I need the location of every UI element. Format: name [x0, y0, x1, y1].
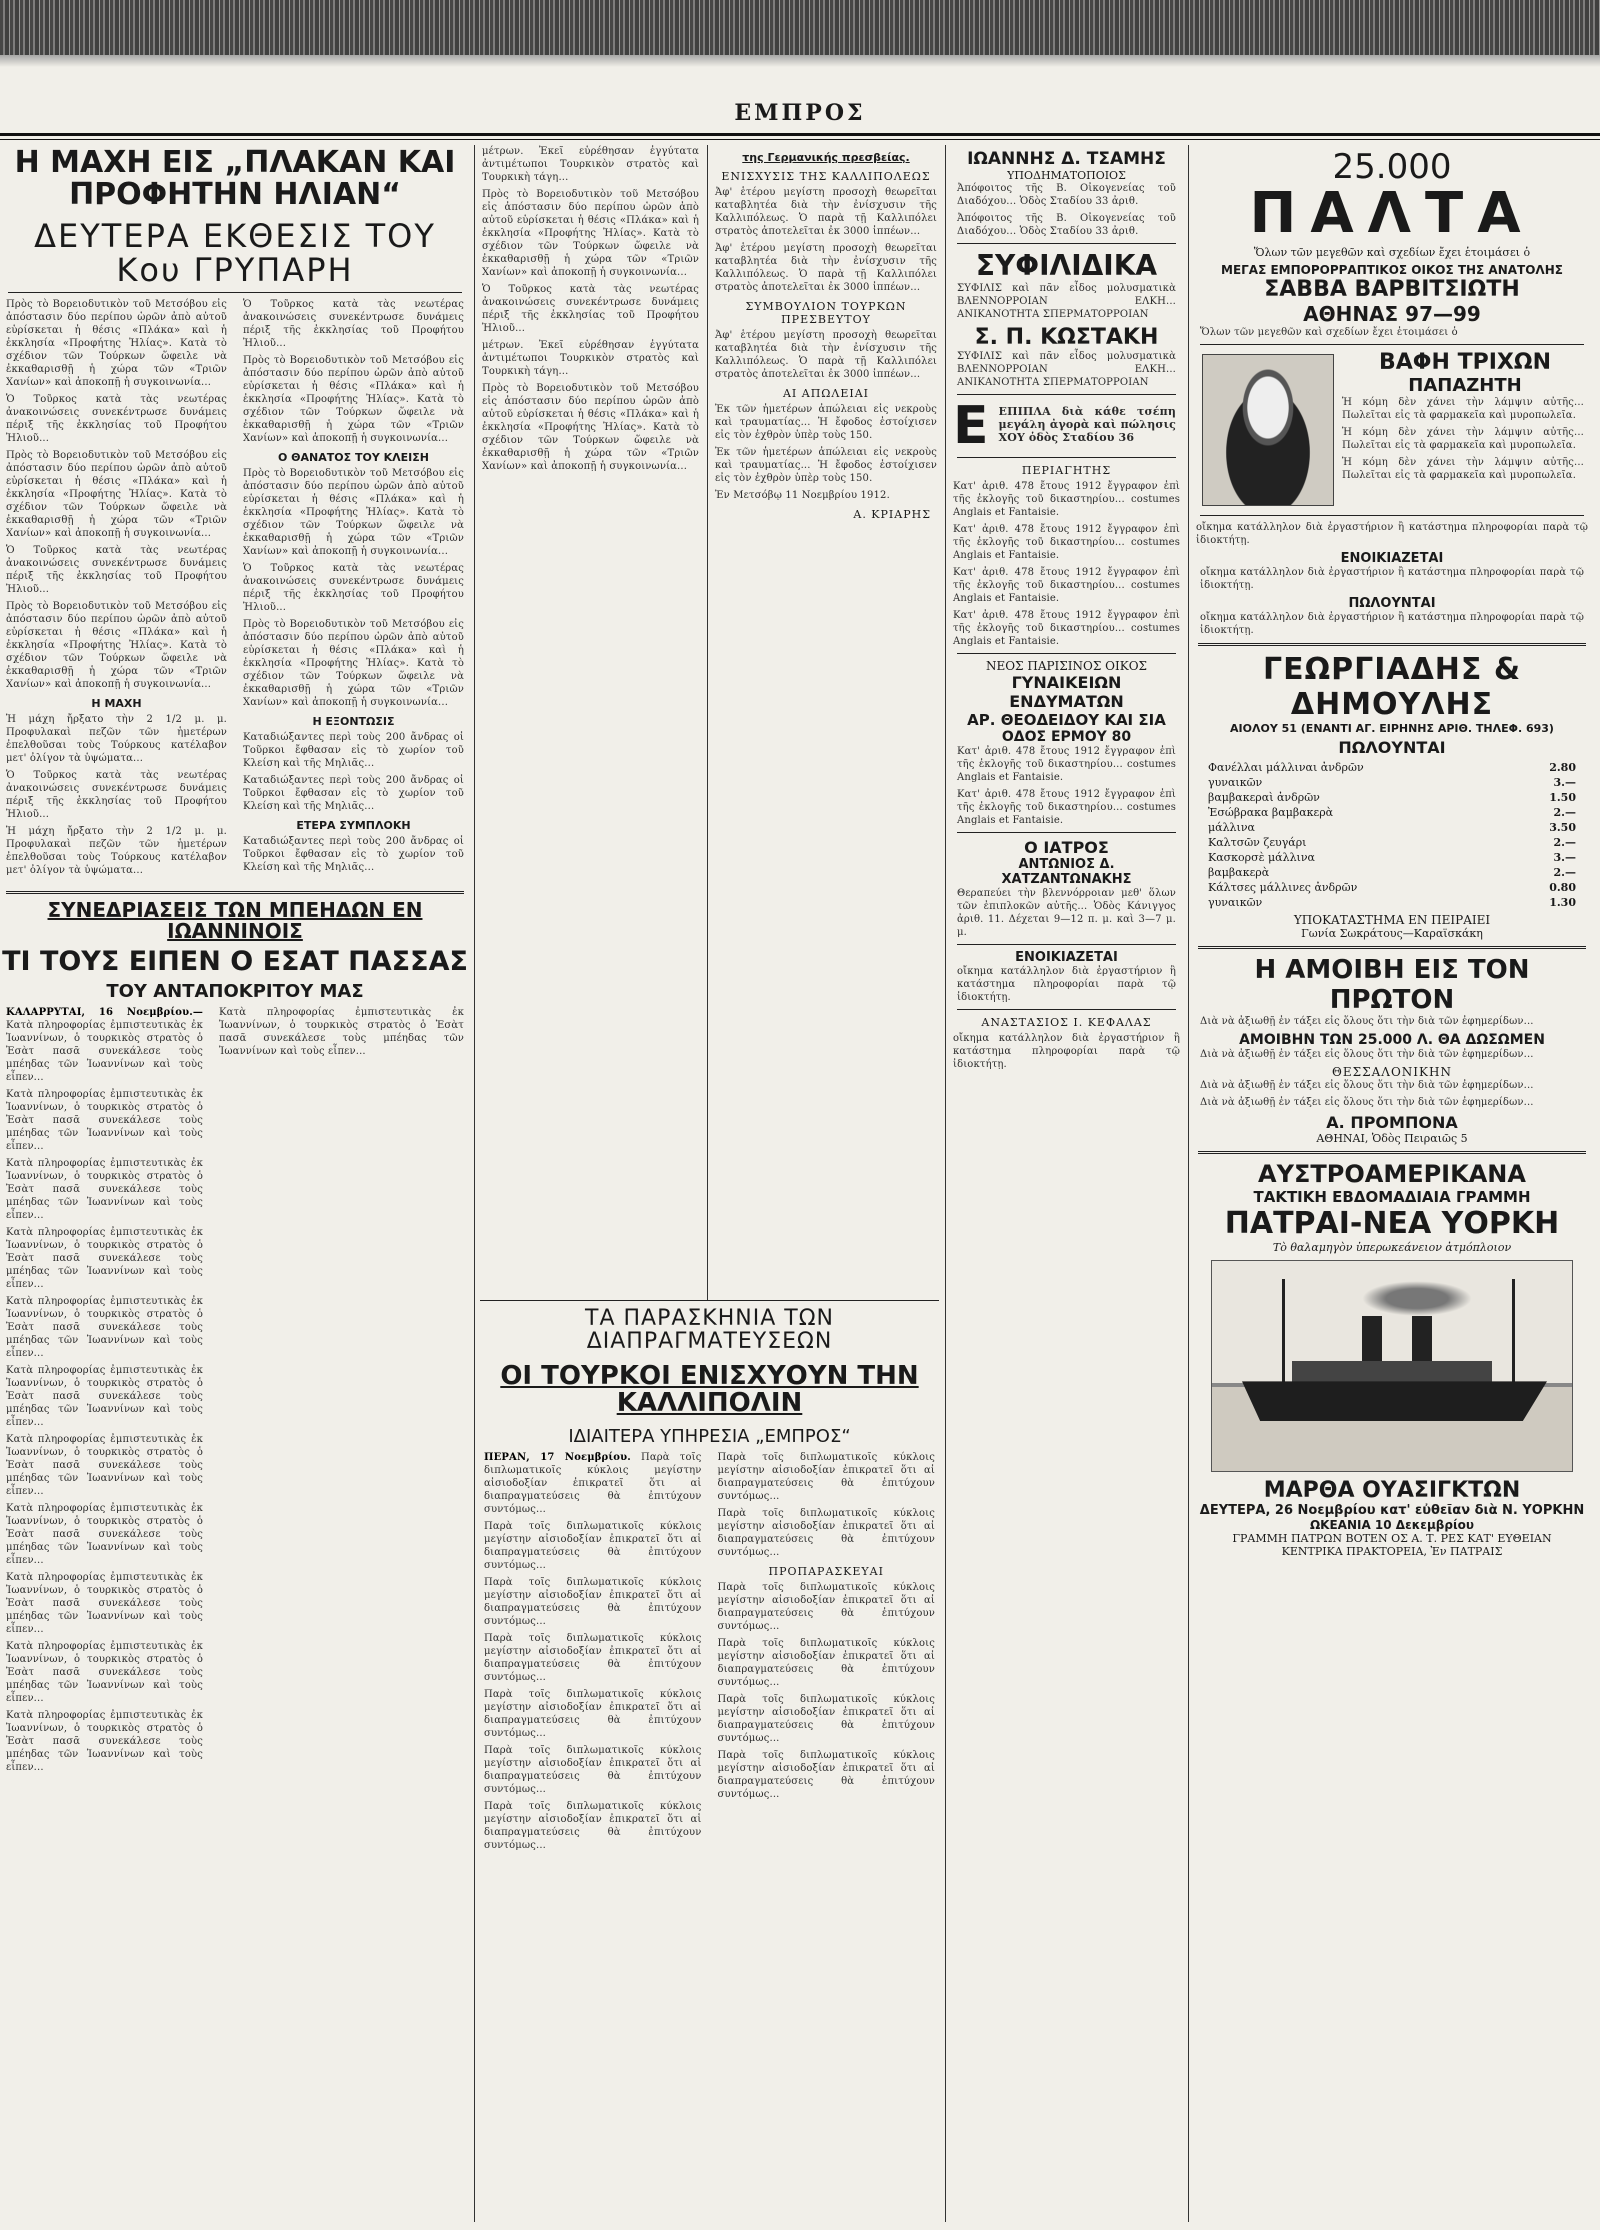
article-text: Ἡ μάχη ἤρξατο τὴν 2 1/2 μ. μ. Προφυλακαὶ πεζῶν τῶν ἡμετέρων ἐπελθοῦσαι τοὺς Τούρκους κατέλαβον μετ' ὀλίγον τὰ ὑψώματα... [6, 826, 227, 877]
lower-headline: ΣΥΝΕΔΡΙΑΣΕΙΣ ΤΩΝ ΜΠΕΗΔΩΝ ΕΝ ΙΩΑΝΝΙΝΟΙΣ [47, 898, 423, 944]
drop-cap: Ε [953, 396, 989, 456]
ad-perigitis-text: Κατ' ἀριθ. 478 ἔτους 1912 ἔγγραφον ἐπὶ τῆς ἐκλογῆς τοῦ δικαστηρίου... costumes Anglais et Fantaisie. [953, 567, 1180, 604]
price-item-name: βαμβακερὰ [1208, 866, 1270, 880]
ad-reward-text: Διὰ νὰ ἀξιωθῇ ἐν τάξει εἰς ὅλους ὅτι τὴν διὰ τῶν ἐφημερίδων... [1200, 1049, 1534, 1061]
price-item-name: βαμβακεραὶ ἀνδρῶν [1208, 791, 1320, 805]
article-text: Κατὰ πληροφορίας ἐμπιστευτικὰς ἐκ Ἰωαννίνων, ὁ τουρκικὸς στρατὸς ὁ Ἐσὰτ πασᾶ συνεκάλεσε τοὺς μπέηδας τῶν Ἰωαννίνων καὶ τοὺς εἶπεν... [6, 1226, 203, 1290]
ad-sold [1196, 596, 1588, 637]
ad-rent-text: οἴκημα κατάλληλον διὰ ἐργαστήριον ἢ κατάστημα πληροφορίαι παρὰ τῷ ἰδιοκτήτῃ. [1200, 567, 1584, 592]
price-row [1196, 835, 1588, 850]
article-text: Ὁ Τοῦρκος κατὰ τὰς νεωτέρας ἀνακοινώσεις συνεκέντρωσε δυνάμεις πέριξ τῆς ἐκκλησίας τοῦ Προφήτου Ἠλιοῦ... [6, 394, 227, 445]
ad-syfilidika-doctor: Σ. Π. ΚΩΣΤΑΚΗ [974, 325, 1159, 350]
article-text: Καταδιώξαντες περὶ τοὺς 200 ἄνδρας οἱ Τοῦρκοι ἔφθασαν εἰς τὸ χωρίον τοῦ Κλείση καὶ τῆς Μηλιᾶς... [243, 732, 464, 770]
price-item-price: 2.80 [1549, 761, 1576, 775]
ad-dye-text: Ἡ κόμη δὲν χάνει τὴν λάμψιν αὐτῆς... Πωλεῖται εἰς τὰ φαρμακεῖα καὶ μυροπωλεῖα. [1342, 397, 1584, 422]
ad-geo-sub: ΠΩΛΟΥΝΤΑΙ [1338, 738, 1446, 758]
ad-perigitis-text: Κατ' ἀριθ. 478 ἔτους 1912 ἔγγραφον ἐπὶ τῆς ἐκλογῆς τοῦ δικαστηρίου... costumes Anglais et Fantaisie. [953, 610, 1180, 647]
center-headline-2: ΟΙ ΤΟΥΡΚΟΙ ΕΝΙΣΧΥΟΥΝ ΤΗΝ ΚΑΛΛΙΠΟΛΙΝ [500, 1361, 919, 1419]
ad-reward [1196, 955, 1588, 1145]
deck [1292, 1361, 1492, 1383]
ad-perigitis-text: Κατ' ἀριθ. 478 ἔτους 1912 ἔγγραφον ἐπὶ τῆς ἐκλογῆς τοῦ δικαστηρίου... costumes Anglais et Fantaisie. [953, 524, 1180, 561]
dateline: ΚΑΛΑΡΡΥΤΑΙ, 16 Νοεμβρίου.— [6, 1006, 203, 1018]
ad-palta-text: Ὅλων τῶν μεγεθῶν καὶ σχεδίων ἔχει ἑτοιμάσει ὁ [1253, 246, 1531, 260]
ad-rent-title: ΕΝΟΙΚΙΑΖΕΤΑΙ [1340, 551, 1444, 567]
article-text: Ἀφ' ἑτέρου μεγίστη προσοχὴ θεωρεῖται καταβλητέα διὰ τὴν ἐνίσχυσιν τῆς Καλλιπόλεως. Ὁ παρὰ τῇ Καλλιπόλει στρατὸς ἀποτελεῖται ἐκ 3000 ἱππέων... [715, 330, 937, 380]
article-text: Πρὸς τὸ Βορειοδυτικὸν τοῦ Μετσόβου εἰς ἀπόστασιν δύο περίπου ὡρῶν ἀπὸ αὐτοῦ εὑρίσκεται ἡ θέσις «Πλάκα» καὶ ἡ ἐκκλησία «Προφήτης Ἠλίας». Κατὰ τὸ σχέδιον τῶν Τούρκων ὥφειλε νὰ ἐκκαθαρισθῇ ἡ χώρα τῶν «Τριῶν Χανίων» καὶ ἀποκοπῇ ἡ συγκοινωνία... [6, 450, 227, 540]
signature: Α. ΚΡΙΑΡΗΣ [853, 508, 931, 521]
article-text: Κατὰ πληροφορίας ἐμπιστευτικὰς ἐκ Ἰωαννίνων, ὁ τουρκικὸς στρατὸς ὁ Ἐσὰτ πασᾶ συνεκάλεσε τοὺς μπέηδας τῶν Ἰωαννίνων καὶ τοὺς εἶπεν... [219, 1006, 464, 1057]
article-text: Κατὰ πληροφορίας ἐμπιστευτικὰς ἐκ Ἰωαννίνων, ὁ τουρκικὸς στρατὸς ὁ Ἐσὰτ πασᾶ συνεκάλεσε τοὺς μπέηδας τῶν Ἰωαννίνων καὶ τοὺς εἶπεν... [6, 1157, 203, 1221]
article-text: Παρὰ τοῖς διπλωματικοῖς κύκλοις μεγίστην αἰσιοδοξίαν ἐπικρατεῖ ὅτι αἱ διαπραγματεύσεις θὰ ἐπιτύχουν συντόμως... [484, 1800, 702, 1851]
funnel [1362, 1316, 1382, 1364]
section-head-battle: Η ΜΑΧΗ [91, 697, 142, 711]
ad-sold-title: ΠΩΛΟΥΝΤΑΙ [1348, 596, 1436, 612]
article-text: Ὁ Τοῦρκος κατὰ τὰς νεωτέρας ἀνακοινώσεις συνεκέντρωσε δυνάμεις πέριξ τῆς ἐκκλησίας τοῦ Προφήτου Ἠλιοῦ... [243, 563, 464, 614]
article-text: Παρὰ τοῖς διπλωματικοῖς κύκλοις μεγίστην αἰσιοδοξίαν ἐπικρατεῖ ὅτι αἱ διαπραγματεύσεις θὰ ἐπιτύχουν συντόμως... [717, 1507, 935, 1558]
article-text: Ἀφ' ἑτέρου μεγίστη προσοχὴ θεωρεῖται καταβλητέα διὰ τὴν ἐνίσχυσιν τῆς Καλλιπόλεως. Ὁ παρὰ τῇ Καλλιπόλει στρατὸς ἀποτελεῖται ἐκ 3000 ἱππέων... [715, 187, 937, 237]
ad-perigitis-head: ΠΕΡΙΑΓΗΤΗΣ [1021, 464, 1112, 477]
price-item-name: μάλλινα [1208, 821, 1255, 835]
article-text: Κατὰ πληροφορίας ἐμπιστευτικὰς ἐκ Ἰωαννίνων, ὁ τουρκικὸς στρατὸς ὁ Ἐσὰτ πασᾶ συνεκάλεσε τοὺς μπέηδας τῶν Ἰωαννίνων καὶ τοὺς εἶπεν... [6, 1640, 203, 1704]
ad-reward-firm: Α. ΠΡΟΜΠΟΝΑ [1326, 1113, 1458, 1133]
ad-reward-text: Διὰ νὰ ἀξιωθῇ ἐν τάξει εἰς ὅλους ὅτι τὴν διὰ τῶν ἐφημερίδων... [1200, 1016, 1534, 1028]
ad-gyn-name: ΑΡ. ΘΕΟΔΕΙΔΟΥ ΚΑΙ ΣΙΑ [967, 711, 1166, 729]
ad-reward-city: ΘΕΣΣΑΛΟΝΙΚΗΝ [1332, 1065, 1452, 1080]
mast [1282, 1279, 1285, 1383]
ad-ship-name: ΜΑΡΘΑ ΟΥΑΣΙΓΚΤΩΝ [1263, 1478, 1521, 1504]
ad-austro-sub: ΤΑΚΤΙΚΗ ΕΒΔΟΜΑΔΙΑΙΑ ΓΡΑΜΜΗ [1253, 1188, 1531, 1207]
article-text: Κατὰ πληροφορίας ἐμπιστευτικὰς ἐκ Ἰωαννίνων, ὁ τουρκικὸς στρατὸς ὁ Ἐσὰτ πασᾶ συνεκάλεσε τοὺς μπέηδας τῶν Ἰωαννίνων καὶ τοὺς εἶπεν... [6, 1571, 203, 1635]
ad-geo-addr: ΑΙΟΛΟΥ 51 (ΕΝΑΝΤΙ ΑΓ. ΕΙΡΗΝΗΣ ΑΡΙΘ. ΤΗΛΕΦ. 693) [1230, 722, 1554, 736]
price-row [1196, 865, 1588, 880]
ad-ship-dep: ΔΕΥΤΕΡΑ, 26 Νοεμβρίου κατ' εὐθεῖαν διὰ Ν. ΥΟΡΚΗΝ [1199, 1503, 1585, 1519]
article-text: μέτρων. Ἐκεῖ εὑρέθησαν ἐγγύτατα ἀντιμέτωποι Τουρκικὸν στρατὸς καὶ Τουρκικὴ τάγη... [482, 146, 699, 183]
article-text: Ὁ Τοῦρκος κατὰ τὰς νεωτέρας ἀνακοινώσεις συνεκέντρωσε δυνάμεις πέριξ τῆς ἐκκλησίας τοῦ Προφήτου Ἠλιοῦ... [243, 299, 464, 350]
article-text: Παρὰ τοῖς διπλωματικοῖς κύκλοις μεγίστην αἰσιοδοξίαν ἐπικρατεῖ ὅτι αἱ διαπραγματεύσεις θὰ ἐπιτύχουν συντόμως... [717, 1693, 935, 1744]
ad-palta-word: ΠΑΛΤΑ [1249, 181, 1535, 247]
price-item-name: Καλτσῶν ζευγάρι [1208, 836, 1307, 850]
ad-austro-title: ΑΥΣΤΡΟΑΜΕΡΙΚΑΝΑ [1258, 1160, 1526, 1189]
ad-reward-text: Διὰ νὰ ἀξιωθῇ ἐν τάξει εἰς ὅλους ὅτι τὴν διὰ τῶν ἐφημερίδων... [1200, 1097, 1534, 1109]
article-text: Ὁ Τοῦρκος κατὰ τὰς νεωτέρας ἀνακοινώσεις συνεκέντρωσε δυνάμεις πέριξ τῆς ἐκκλησίας τοῦ Προφήτου Ἠλιοῦ... [6, 545, 227, 596]
ad-ship-next: ΩΚΕΑΝΙΑ 10 Δεκεμβρίου [1309, 1518, 1475, 1533]
ad-tsamis-text: Ἀπόφοιτος τῆς Β. Οἰκογενείας τοῦ Διαδόχου... Ὁδὸς Σταδίου 33 ἀριθ. [957, 213, 1176, 237]
ad-gyn-title: ΓΥΝΑΙΚΕΙΩΝ ΕΝΔΥΜΑΤΩΝ [1009, 673, 1124, 711]
ad-iatros-text: Θεραπεύει τὴν βλεννόρροιαν μεθ' ὅλων τῶν ἐπιπλοκῶν αὐτῆς... Ὁδὸς Κάνιγγος ἀριθ. 11. Δέχεται 9—12 π. μ. καὶ 3—7 μ. μ. [957, 888, 1176, 938]
center-byline: ΙΔΙΑΙΤΕΡΑ ΥΠΗΡΕΣΙΑ „ΕΜΠΡΟΣ“ [568, 1425, 851, 1447]
article-text: Παρὰ τοῖς διπλωματικοῖς κύκλοις μεγίστην αἰσιοδοξίαν ἐπικρατεῖ ὅτι αἱ διαπραγματεύσεις θὰ ἐπιτύχουν συντόμως... [717, 1581, 935, 1632]
ad-palta [1196, 149, 1588, 339]
ad-dye-brand: ΠΑΠΑΖΗΤΗ [1408, 375, 1522, 397]
article-text: Καταδιώξαντες περὶ τοὺς 200 ἄνδρας οἱ Τοῦρκοι ἔφθασαν εἰς τὸ χωρίον τοῦ Κλείση καὶ τῆς Μηλιᾶς... [243, 775, 464, 813]
ad-perigitis-text: Κατ' ἀριθ. 478 ἔτους 1912 ἔγγραφον ἐπὶ τῆς ἐκλογῆς τοῦ δικαστηρίου... costumes Anglais et Fantaisie. [953, 481, 1180, 518]
article-text: Παρὰ τοῖς διπλωματικοῖς κύκλοις μεγίστην αἰσιοδοξίαν ἐπικρατεῖ ὅτι αἱ διαπραγματεύσεις θὰ ἐπιτύχουν συντόμως... [484, 1520, 702, 1571]
ad-ship-agent: ΚΕΝΤΡΙΚΑ ΠΡΑΚΤΟΡΕΙΑ, Ἐν ΠΑΤΡΑΙΣ [1281, 1545, 1503, 1559]
ad-reward-addr: ΑΘΗΝΑΙ, Ὁδὸς Πειραιῶς 5 [1316, 1132, 1468, 1146]
column-rule [474, 145, 475, 2222]
hull [1242, 1381, 1547, 1421]
article-text: Παρὰ τοῖς διπλωματικοῖς κύκλοις μεγίστην αἰσιοδοξίαν ἐπικρατεῖ ὅτι αἱ διαπραγματεύσεις θὰ ἐπιτύχουν συντόμως... [484, 1576, 702, 1627]
price-row [1196, 760, 1588, 775]
article-text [6, 1006, 203, 1084]
mast [1512, 1279, 1515, 1383]
section-head: της Γερμανικής πρεσβείας. [742, 151, 910, 164]
article-text [484, 1451, 702, 1516]
column-ads-4 [949, 145, 1184, 2222]
article-text: Πρὸς τὸ Βορειοδυτικὸν τοῦ Μετσόβου εἰς ἀπόστασιν δύο περίπου ὡρῶν ἀπὸ αὐτοῦ εὑρίσκεται ἡ θέσις «Πλάκα» καὶ ἡ ἐκκλησία «Προφήτης Ἠλίας». Κατὰ τὸ σχέδιον τῶν Τούρκων ὥφειλε νὰ ἐκκαθαρισθῇ ἡ χώρα τῶν «Τριῶν Χανίων» καὶ ἀποκοπῇ ἡ συγκοινωνία... [243, 619, 464, 709]
ad-austro-tag: Τὸ θαλαμηγὸν ὑπερωκεάνειον ἀτμόπλοιον [1272, 1241, 1512, 1255]
ad-geo-title: ΓΕΩΡΓΙΑΔΗΣ & ΔΗΜΟΥΛΗΣ [1262, 652, 1522, 723]
divider [957, 394, 1176, 395]
ad-rent-4 [953, 950, 1180, 1004]
ad-palta-owner: ΣΑΒΒΑ ΒΑΡΒΙΤΣΙΩΤΗ [1264, 277, 1520, 303]
byline: ΤΟΥ ΑΝΤΑΠΟΚΡΙΤΟΥ ΜΑΣ [106, 980, 364, 1002]
ad-geo-branch: ΥΠΟΚΑΤΑΣΤΗΜΑ ΕΝ ΠΕΙΡΑΙΕΙ [1293, 913, 1491, 928]
masthead-rule [0, 133, 1600, 136]
ad-iatros [953, 838, 1180, 939]
divider [1198, 946, 1586, 949]
price-item-price: 2.— [1553, 836, 1576, 850]
divider [6, 891, 464, 894]
ad-syfilidika-text: ΣΥΦΙΛΙΣ καὶ πᾶν εἶδος μολυσματικὰ ΒΛΕΝΝΟΡΡΟΙΑΝ ΕΛΚΗ... ΑΝΙΚΑΝΟΤΗΤΑ ΣΠΕΡΜΑΤΟΡΡΟΙΑΝ [957, 283, 1176, 320]
ad-kefalas: ΑΝΑΣΤΑΣΙΟΣ Ι. ΚΕΦΑΛΑΣ [981, 1016, 1152, 1029]
ad-geo-branch-addr: Γωνία Σωκράτους—Καραϊσκάκη [1301, 927, 1483, 941]
steamship-illustration [1211, 1260, 1573, 1472]
ad-epipla-text: ΕΠΙΠΛΑ διὰ κάθε τσέπη μεγάλη ἀγορὰ καὶ πώλησις ΧΟΥ ὁδὸς Σταδίου 36 [998, 404, 1176, 444]
ad-ship-line: ΓΡΑΜΜΗ ΠΑΤΡΩΝ ΒΟΤΕΝ ΟΣ Α. Τ. ΡΕΣ ΚΑΤ' ΕΥΘΕΙΑΝ [1232, 1532, 1552, 1546]
lower-subcolumns [0, 1006, 470, 1778]
ad-misc-text: οἴκημα κατάλληλον διὰ ἐργαστήριον ἢ κατάστημα πληροφορίαι παρὰ τῷ ἰδιοκτήτῃ. [1196, 522, 1588, 547]
price-item-price: 3.50 [1549, 821, 1576, 835]
center-lower-article [478, 1300, 941, 2222]
price-item-price: 2.— [1553, 866, 1576, 880]
article-text: Πρὸς τὸ Βορειοδυτικὸν τοῦ Μετσόβου εἰς ἀπόστασιν δύο περίπου ὡρῶν ἀπὸ αὐτοῦ εὑρίσκεται ἡ θέσις «Πλάκα» καὶ ἡ ἐκκλησία «Προφήτης Ἠλίας». Κατὰ τὸ σχέδιον τῶν Τούρκων ὥφειλε νὰ ἐκκαθαρισθῇ ἡ χώρα τῶν «Τριῶν Χανίων» καὶ ἀποκοπῇ ἡ συγκοινωνία... [6, 299, 227, 389]
article-text: Κατὰ πληροφορίας ἐμπιστευτικὰς ἐκ Ἰωαννίνων, ὁ τουρκικὸς στρατὸς ὁ Ἐσὰτ πασᾶ συνεκάλεσε τοὺς μπέηδας τῶν Ἰωαννίνων καὶ τοὺς εἶπεν... [6, 1295, 203, 1359]
ad-reward-text: Διὰ νὰ ἀξιωθῇ ἐν τάξει εἰς ὅλους ὅτι τὴν διὰ τῶν ἐφημερίδων... [1200, 1080, 1534, 1092]
article-text: μέτρων. Ἐκεῖ εὑρέθησαν ἐγγύτατα ἀντιμέτωποι Τουρκικὸν στρατὸς καὶ Τουρκικὴ τάγη... [482, 340, 699, 377]
price-item-price: 3.— [1553, 776, 1576, 790]
ad-palta-text: Ὅλων τῶν μεγεθῶν καὶ σχεδίων ἔχει ἑτοιμάσει ὁ [1200, 327, 1458, 339]
ad-geo-price-list [1196, 760, 1588, 910]
dateline: Ἐν Μετσόβῳ 11 Νοεμβρίου 1912. [715, 490, 890, 501]
ad-tsamis-name: ΙΩΑΝΝΗΣ Δ. ΤΣΑΜΗΣ [967, 149, 1166, 169]
ad-rent-title: ΕΝΟΙΚΙΑΖΕΤΑΙ [1015, 950, 1118, 965]
ad-georgiadis [1196, 652, 1588, 940]
ad-hair-dye [1196, 350, 1588, 510]
price-item-name: γυναικῶν [1208, 776, 1263, 790]
divider [1200, 515, 1584, 516]
ad-palta-number: 25.000 [1332, 147, 1452, 187]
masthead: ΕΜΠΡΟΣ [734, 100, 866, 126]
article-text: Παρὰ τοῖς διπλωματικοῖς κύκλοις μεγίστην αἰσιοδοξίαν ἐπικρατεῖ ὅτι αἱ διαπραγματεύσεις θὰ ἐπιτύχουν συντόμως... [484, 1688, 702, 1739]
price-item-name: Κάλτσες μάλλινες ἀνδρῶν [1208, 881, 1358, 895]
ad-tsamis [953, 149, 1180, 238]
price-item-name: Κασκορσὲ μάλλινα [1208, 851, 1315, 865]
divider [957, 243, 1176, 244]
divider [957, 653, 1176, 654]
price-item-name: Φανέλλαι μάλλιναι ἀνδρῶν [1208, 761, 1364, 775]
column-main-article [0, 145, 470, 2222]
price-row [1196, 880, 1588, 895]
article-text: Παρὰ τοῖς διπλωματικοῖς κύκλοις μεγίστην αἰσιοδοξίαν ἐπικρατεῖ ὅτι αἱ διαπραγματεύσεις θὰ ἐπιτύχουν συντόμως... [484, 1744, 702, 1795]
ad-rent-5 [1196, 551, 1588, 592]
ad-rent-text: οἴκημα κατάλληλον διὰ ἐργαστήριον ἢ κατάστημα πληροφορίαι παρὰ τῷ ἰδιοκτήτῃ. [953, 1033, 1180, 1070]
article-text: Ἐκ τῶν ἡμετέρων ἀπώλειαι εἰς νεκροὺς καὶ τραυματίας... Ἡ ἔφοδος ἐστοίχισεν εἰς τὸν ἐχθρὸν ὑπὲρ τοὺς 150. [715, 447, 937, 484]
price-row [1196, 790, 1588, 805]
main-article-subcolumns [0, 298, 470, 881]
ad-dye-text: Ἡ κόμη δὲν χάνει τὴν λάμψιν αὐτῆς... Πωλεῖται εἰς τὰ φαρμακεῖα καὶ μυροπωλεῖα. [1342, 457, 1584, 482]
ad-dye-title: ΒΑΦΗ ΤΡΙΧΩΝ [1379, 350, 1551, 376]
section-head-other: ΕΤΕΡΑ ΣΥΜΠΛΟΚΗ [296, 819, 411, 833]
column-rule [945, 145, 946, 2222]
article-text: Παρὰ τοῖς διπλωματικοῖς κύκλοις μεγίστην αἰσιοδοξίαν ἐπικρατεῖ ὅτι αἱ διαπραγματεύσεις θὰ ἐπιτύχουν συντόμως... [484, 1632, 702, 1683]
ad-austro-route: ΠΑΤΡΑΙ-ΝΕΑ ΥΟΡΚΗ [1224, 1206, 1560, 1242]
ad-gyn-text: Κατ' ἀριθ. 478 ἔτους 1912 ἔγγραφον ἐπὶ τῆς ἐκλογῆς τοῦ δικαστηρίου... costumes Anglais et Fantaisie. [957, 746, 1176, 783]
ad-palta-addr: ΑΘΗΝΑΣ 97—99 [1303, 302, 1481, 327]
price-item-name: γυναικῶν [1208, 896, 1263, 910]
section-head-kallipolis: ΕΝΙΣΧΥΣΙΣ ΤΗΣ ΚΑΛΛΙΠΟΛΕΩΣ [721, 170, 931, 183]
article-text: Παρὰ τοῖς διπλωματικοῖς κύκλοις μεγίστην αἰσιοδοξίαν ἐπικρατεῖ ὅτι αἱ διαπραγματεύσεις θὰ ἐπιτύχουν συντόμως... [717, 1637, 935, 1688]
ad-reward-amount: ΑΜΟΙΒΗΝ ΤΩΝ 25.000 Λ. ΘΑ ΔΩΣΩΜΕΝ [1239, 1032, 1545, 1049]
main-headline: Η ΜΑΧΗ ΕΙΣ „ΠΛΑΚΑΝ ΚΑΙ ΠΡΟΦΗΤΗΝ ΗΛΙΑΝ“ [14, 145, 456, 212]
section-head-preparations: ΠΡΟΠΑΡΑΣΚΕΥΑΙ [768, 1564, 884, 1578]
article-text: Πρὸς τὸ Βορειοδυτικὸν τοῦ Μετσόβου εἰς ἀπόστασιν δύο περίπου ὡρῶν ἀπὸ αὐτοῦ εὑρίσκεται ἡ θέσις «Πλάκα» καὶ ἡ ἐκκλησία «Προφήτης Ἠλίας». Κατὰ τὸ σχέδιον τῶν Τούρκων ὥφειλε νὰ ἐκκαθαρισθῇ ἡ χώρα τῶν «Τριῶν Χανίων» καὶ ἀποκοπῇ ἡ συγκοινωνία... [243, 355, 464, 445]
divider [8, 292, 462, 293]
scan-top-edge [0, 0, 1600, 55]
price-row [1196, 805, 1588, 820]
dateline: ΠΕΡΑΝ, 17 Νοεμβρίου. [484, 1451, 631, 1463]
center-headline: ΤΑ ΠΑΡΑΣΚΗΝΙΑ ΤΩΝ ΔΙΑΠΡΑΓΜΑΤΕΥΣΕΩΝ [585, 1306, 834, 1355]
price-row [1196, 850, 1588, 865]
divider [957, 1009, 1176, 1010]
masthead-rule-thin [0, 139, 1600, 140]
ad-syfilidika-title: ΣΥΦΙΛΙΔΙΚΑ [975, 249, 1158, 282]
ad-reward-title: Η ΑΜΟΙΒΗ ΕΙΣ ΤΟΝ ΠΡΩΤΟΝ [1254, 955, 1530, 1016]
ad-iatros-head: Ο ΙΑΤΡΟΣ [1024, 838, 1109, 857]
center-subcolumns [478, 1451, 941, 1856]
divider [480, 1300, 939, 1301]
ad-palta-store: ΜΕΓΑΣ ΕΜΠΟΡΟΡΡΑΠΤΙΚΟΣ ΟΙΚΟΣ ΤΗΣ ΑΝΑΤΟΛΗΣ [1221, 263, 1563, 278]
column-rule [1188, 145, 1189, 2222]
ad-syfilidika [953, 249, 1180, 389]
main-subheadline: ΔΕΥΤΕΡΑ ΕΚΘΕΣΙΣ ΤΟΥ Κου ΓΡΥΠΑΡΗ [34, 217, 436, 289]
article-text: Ὁ Τοῦρκος κατὰ τὰς νεωτέρας ἀνακοινώσεις συνεκέντρωσε δυνάμεις πέριξ τῆς ἐκκλησίας τοῦ Προφήτου Ἠλιοῦ... [482, 284, 699, 334]
price-row [1196, 775, 1588, 790]
article-text: Καταδιώξαντες περὶ τοὺς 200 ἄνδρας οἱ Τοῦρκοι ἔφθασαν εἰς τὸ χωρίον τοῦ Κλείση καὶ τῆς Μηλιᾶς... [243, 836, 464, 874]
section-head-losses: ΑΙ ΑΠΩΛΕΙΑΙ [782, 387, 870, 400]
article-text: Παρὰ τοῖς διπλωματικοῖς κύκλοις μεγίστην αἰσιοδοξίαν ἐπικρατεῖ ὅτι αἱ διαπραγματεύσεις θὰ ἐπιτύχουν συντόμως... [717, 1749, 935, 1800]
article-text: Ἀφ' ἑτέρου μεγίστη προσοχὴ θεωρεῖται καταβλητέα διὰ τὴν ἐνίσχυσιν τῆς Καλλιπόλεως. Ὁ παρὰ τῇ Καλλιπόλει στρατὸς ἀποτελεῖται ἐκ 3000 ἱππέων... [715, 243, 937, 293]
article-text: Ἡ μάχη ἤρξατο τὴν 2 1/2 μ. μ. Προφυλακαὶ πεζῶν τῶν ἡμετέρων ἐπελθοῦσαι τοὺς Τούρκους κατέλαβον μετ' ὀλίγον τὰ ὑψώματα... [6, 714, 227, 765]
divider [1198, 1151, 1586, 1154]
ad-syfilidika-text: ΣΥΦΙΛΙΣ καὶ πᾶν εἶδος μολυσματικὰ ΒΛΕΝΝΟΡΡΟΙΑΝ ΕΛΚΗ... ΑΝΙΚΑΝΟΤΗΤΑ ΣΠΕΡΜΑΤΟΡΡΟΙΑΝ [957, 351, 1176, 388]
ad-sold-text: οἴκημα κατάλληλον διὰ ἐργαστήριον ἢ κατάστημα πληροφορίαι παρὰ τῷ ἰδιοκτήτῃ. [1200, 612, 1584, 637]
article-text: Κατὰ πληροφορίας ἐμπιστευτικὰς ἐκ Ἰωαννίνων, ὁ τουρκικὸς στρατὸς ὁ Ἐσὰτ πασᾶ συνεκάλεσε τοὺς μπέηδας τῶν Ἰωαννίνων καὶ τοὺς εἶπεν... [6, 1088, 203, 1152]
ad-epipla [953, 396, 1180, 456]
price-item-price: 3.— [1553, 851, 1576, 865]
ad-rent-text: οἴκημα κατάλληλον διὰ ἐργαστήριον ἢ κατάστημα πληροφορίαι παρὰ τῷ ἰδιοκτήτῃ. [957, 966, 1176, 1003]
price-item-price: 0.80 [1549, 881, 1576, 895]
article-text: Κατὰ πληροφορίας ἐμπιστευτικὰς ἐκ Ἰωαννίνων, ὁ τουρκικὸς στρατὸς ὁ Ἐσὰτ πασᾶ συνεκάλεσε τοὺς μπέηδας τῶν Ἰωαννίνων καὶ τοὺς εἶπεν... [6, 1364, 203, 1428]
article-text: Πρὸς τὸ Βορειοδυτικὸν τοῦ Μετσόβου εἰς ἀπόστασιν δύο περίπου ὡρῶν ἀπὸ αὐτοῦ εὑρίσκεται ἡ θέσις «Πλάκα» καὶ ἡ ἐκκλησία «Προφήτης Ἠλίας». Κατὰ τὸ σχέδιον τῶν Τούρκων ὥφειλε νὰ ἐκκαθαρισθῇ ἡ χώρα τῶν «Τριῶν Χανίων» καὶ ἀποκοπῇ ἡ συγκοινωνία... [6, 601, 227, 691]
ad-gyn-text: Κατ' ἀριθ. 478 ἔτους 1912 ἔγγραφον ἐπὶ τῆς ἐκλογῆς τοῦ δικαστηρίου... costumes Anglais et Fantaisie. [957, 789, 1176, 826]
column-ads-5 [1192, 145, 1592, 2222]
section-head-death: Ο ΘΑΝΑΤΟΣ ΤΟΥ ΚΛΕΙΣΗ [278, 451, 429, 465]
ad-gyn-head: ΝΕΟΣ ΠΑΡΙΣΙΝΟΣ ΟΙΚΟΣ [985, 659, 1148, 673]
divider [957, 944, 1176, 945]
ad-dye-text: Ἡ κόμη δὲν χάνει τὴν λάμψιν αὐτῆς... Πωλεῖται εἰς τὰ φαρμακεῖα καὶ μυροπωλεῖα. [1342, 427, 1584, 452]
price-row [1196, 820, 1588, 835]
lower-headline-2: ΤΙ ΤΟΥΣ ΕΙΠΕΝ Ο ΕΣΑΤ ΠΑΣΣΑΣ [2, 946, 468, 978]
price-item-name: Ἐσώβρακα βαμβακερὰ [1208, 806, 1334, 820]
article-text: Κατὰ πληροφορίας ἐμπιστευτικὰς ἐκ Ἰωαννίνων, ὁ τουρκικὸς στρατὸς ὁ Ἐσὰτ πασᾶ συνεκάλεσε τοὺς μπέηδας τῶν Ἰωαννίνων καὶ τοὺς εἶπεν... [6, 1502, 203, 1566]
price-item-price: 2.— [1553, 806, 1576, 820]
funnel [1412, 1316, 1432, 1364]
article-text: Ὁ Τοῦρκος κατὰ τὰς νεωτέρας ἀνακοινώσεις συνεκέντρωσε δυνάμεις πέριξ τῆς ἐκκλησίας τοῦ Προφήτου Ἠλιοῦ... [6, 770, 227, 821]
article-text: Κατὰ πληροφορίας ἐμπιστευτικὰς ἐκ Ἰωαννίνων, ὁ τουρκικὸς στρατὸς ὁ Ἐσὰτ πασᾶ συνεκάλεσε τοὺς μπέηδας τῶν Ἰωαννίνων καὶ τοὺς εἶπεν... [6, 1709, 203, 1773]
section-head-council: ΣΥΜΒΟΥΛΙΟΝ ΤΟΥΡΚΩΝ ΠΡΕΣΒΕΥΤΟΥ [745, 300, 907, 326]
article-text: Κατὰ πληροφορίας ἐμπιστευτικὰς ἐκ Ἰωαννίνων, ὁ τουρκικὸς στρατὸς ὁ Ἐσὰτ πασᾶ συνεκάλεσε τοὺς μπέηδας τῶν Ἰωαννίνων καὶ τοὺς εἶπεν... [6, 1433, 203, 1497]
ad-iatros-name: ΑΝΤΩΝΙΟΣ Δ. ΧΑΤΖΑΝΤΩΝΑΚΗΣ [1001, 857, 1132, 887]
price-item-price: 1.30 [1549, 896, 1576, 910]
ad-gynaikeia [953, 659, 1180, 827]
portrait-illustration [1202, 354, 1334, 506]
article-text: Κατὰ πληροφορίας ἐμπιστευτικὰς ἐκ Ἰωαννίνων, ὁ τουρκικὸς στρατὸς ὁ Ἐσὰτ πασᾶ συνεκάλεσε τοὺς μπέηδας τῶν Ἰωαννίνων καὶ τοὺς εἶπεν... [6, 1019, 203, 1083]
ad-gyn-street: ΟΔΟΣ ΕΡΜΟΥ 80 [1001, 729, 1132, 745]
article-text: Παρὰ τοῖς διπλωματικοῖς κύκλοις μεγίστην αἰσιοδοξίαν ἐπικρατεῖ ὅτι αἱ διαπραγματεύσεις θὰ ἐπιτύχουν συντόμως... [717, 1451, 935, 1502]
divider [957, 832, 1176, 833]
price-row [1196, 895, 1588, 910]
article-text: Παρὰ τοῖς διπλωματικοῖς κύκλοις μεγίστην αἰσιοδοξίαν ἐπικρατεῖ ὅτι αἱ διαπραγματεύσεις θὰ ἐπιτύχουν συντόμως... [484, 1451, 702, 1515]
ad-austroamerikana [1196, 1160, 1588, 1558]
article-text: Πρὸς τὸ Βορειοδυτικὸν τοῦ Μετσόβου εἰς ἀπόστασιν δύο περίπου ὡρῶν ἀπὸ αὐτοῦ εὑρίσκεται ἡ θέσις «Πλάκα» καὶ ἡ ἐκκλησία «Προφήτης Ἠλίας». Κατὰ τὸ σχέδιον τῶν Τούρκων ὥφειλε νὰ ἐκκαθαρισθῇ ἡ χώρα τῶν «Τριῶν Χανίων» καὶ ἀποκοπῇ ἡ συγκοινωνία... [482, 189, 699, 278]
price-item-price: 1.50 [1549, 791, 1576, 805]
article-text: Πρὸς τὸ Βορειοδυτικὸν τοῦ Μετσόβου εἰς ἀπόστασιν δύο περίπου ὡρῶν ἀπὸ αὐτοῦ εὑρίσκεται ἡ θέσις «Πλάκα» καὶ ἡ ἐκκλησία «Προφήτης Ἠλίας». Κατὰ τὸ σχέδιον τῶν Τούρκων ὥφειλε νὰ ἐκκαθαρισθῇ ἡ χώρα τῶν «Τριῶν Χανίων» καὶ ἀποκοπῇ ἡ συγκοινωνία... [482, 383, 699, 472]
divider [957, 457, 1176, 458]
ad-tsamis-text: Ἀπόφοιτος τῆς Β. Οἰκογενείας τοῦ Διαδόχου... Ὁδὸς Σταδίου 33 ἀριθ. [957, 183, 1176, 207]
section-head-exodus: Η ΕΞΟΝΤΩΣΙΣ [312, 715, 395, 729]
smoke [1362, 1281, 1472, 1316]
ad-tsamis-sub: ΥΠΟΔΗΜΑΤΟΠΟΙΟΣ [1007, 169, 1126, 182]
article-text: Πρὸς τὸ Βορειοδυτικὸν τοῦ Μετσόβου εἰς ἀπόστασιν δύο περίπου ὡρῶν ἀπὸ αὐτοῦ εὑρίσκεται ἡ θέσις «Πλάκα» καὶ ἡ ἐκκλησία «Προφήτης Ἠλίας». Κατὰ τὸ σχέδιον τῶν Τούρκων ὥφειλε νὰ ἐκκαθαρισθῇ ἡ χώρα τῶν «Τριῶν Χανίων» καὶ ἀποκοπῇ ἡ συγκοινωνία... [243, 468, 464, 558]
divider [1200, 344, 1584, 345]
article-text: Ἐκ τῶν ἡμετέρων ἀπώλειαι εἰς νεκροὺς καὶ τραυματίας... Ἡ ἔφοδος ἐστοίχισεν εἰς τὸν ἐχθρὸν ὑπὲρ τοὺς 150. [715, 404, 937, 441]
divider [1198, 643, 1586, 646]
